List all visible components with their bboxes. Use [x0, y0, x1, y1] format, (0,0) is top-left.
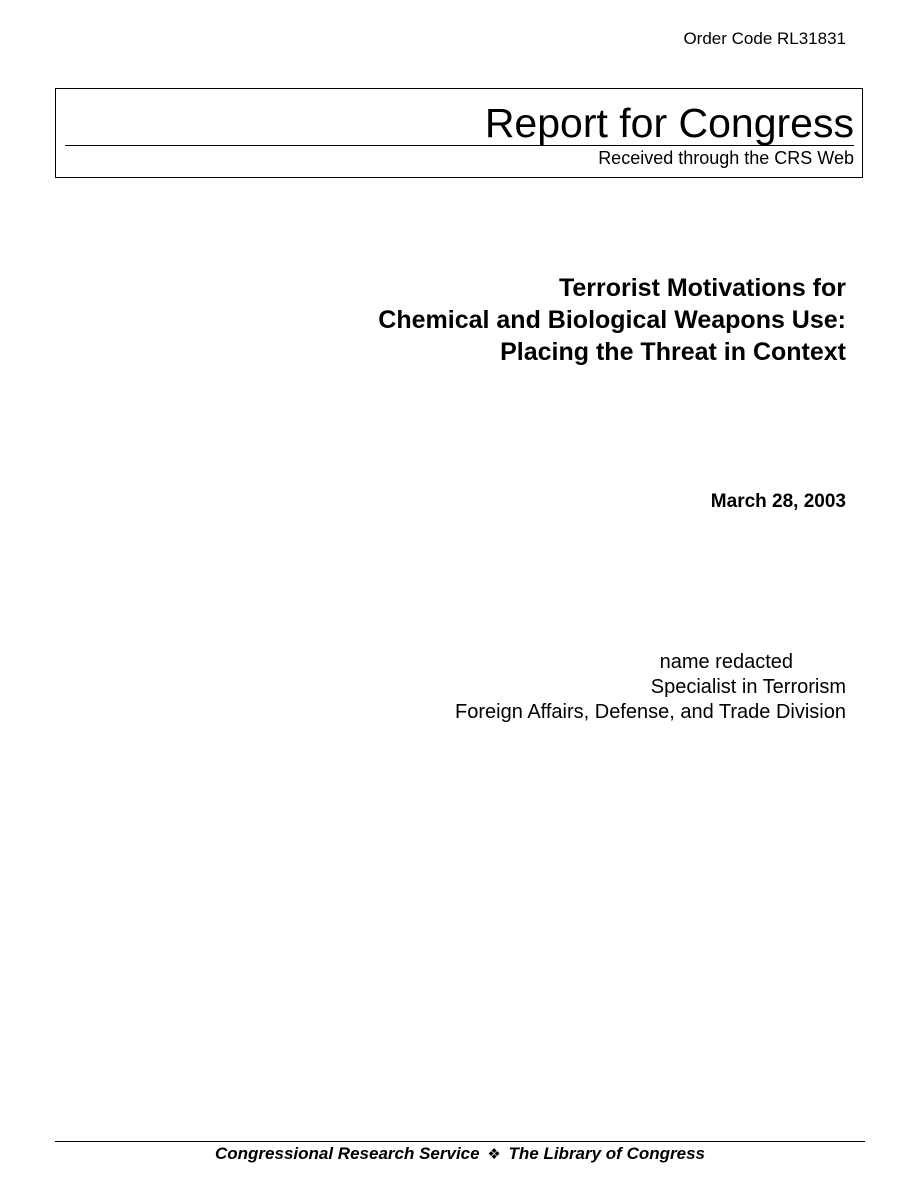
report-title: Report for Congress	[484, 100, 854, 146]
report-subtitle: Received through the CRS Web	[598, 148, 854, 168]
footer-crs: Congressional Research Service	[215, 1144, 480, 1163]
document-title-line: Placing the Threat in Context	[500, 338, 846, 366]
author-position: Specialist in Terrorism	[650, 676, 846, 698]
order-code: Order Code RL31831	[683, 29, 846, 48]
document-title-line: Terrorist Motivations for	[558, 274, 846, 302]
author-block	[455, 650, 846, 725]
diamond-separator-icon: ❖	[487, 1145, 501, 1163]
document-title	[378, 272, 846, 368]
document-date: March 28, 2003	[710, 491, 846, 512]
report-header-box	[55, 88, 863, 178]
footer-loc: The Library of Congress	[508, 1144, 705, 1163]
footer	[55, 1143, 865, 1165]
footer-divider	[55, 1141, 865, 1142]
document-title-line: Chemical and Biological Weapons Use:	[378, 306, 846, 334]
header-divider	[65, 145, 854, 146]
author-division: Foreign Affairs, Defense, and Trade Division	[455, 701, 846, 723]
author-name: name redacted	[659, 651, 793, 673]
